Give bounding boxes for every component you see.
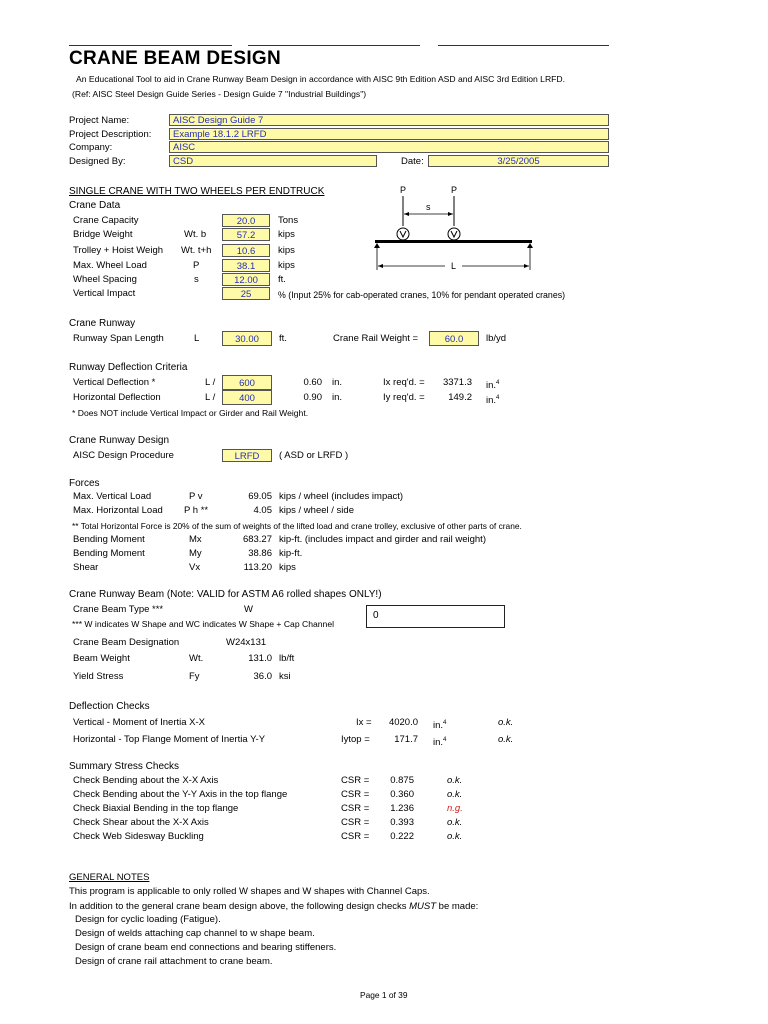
date-label: Date: xyxy=(401,156,424,167)
beam-designation-label: Crane Beam Designation xyxy=(73,637,180,648)
stress-check-value: 1.236 xyxy=(390,803,414,814)
bending-moment-x-label: Bending Moment xyxy=(73,534,145,545)
stress-check-label: Check Bending about the X-X Axis xyxy=(73,775,219,786)
vertical-deflection-input[interactable]: 600 xyxy=(222,375,272,390)
horizontal-deflection-value: 0.90 xyxy=(303,392,322,403)
crane-runway-design-title: Crane Runway Design xyxy=(69,435,170,446)
trolley-weight-symbol: Wt. t+h xyxy=(181,245,212,256)
vertical-inertia-unit: in.$^4$ xyxy=(433,720,447,732)
deflection-criteria-title: Runway Deflection Criteria xyxy=(69,362,188,373)
iy-required-label: Iy req'd. = xyxy=(383,392,425,403)
bending-moment-x-symbol: Mx xyxy=(189,534,202,545)
bending-moment-y-label: Bending Moment xyxy=(73,548,145,559)
stress-check-label: Check Bending about the Y-Y Axis in the top flange xyxy=(73,789,288,800)
forces-title: Forces xyxy=(69,478,100,489)
max-vertical-load-symbol: P v xyxy=(189,491,203,502)
stress-check-csr-label: CSR = xyxy=(341,789,370,800)
beam-type-footnote: *** W indicates W Shape and WC indicates W Shape + Cap Channel xyxy=(72,619,335,629)
stress-check-csr-label: CSR = xyxy=(341,831,370,842)
vertical-impact-label: Vertical Impact xyxy=(73,288,136,299)
runway-span-unit: ft. xyxy=(279,333,287,344)
bending-moment-y-unit: kip-ft. xyxy=(279,548,303,559)
horizontal-inertia-unit: in.$^4$ xyxy=(433,737,447,749)
beam-weight-symbol: Wt. xyxy=(189,653,204,664)
company-label: Company: xyxy=(69,142,113,153)
header-rule-3 xyxy=(438,45,609,46)
horizontal-deflection-unit: in. xyxy=(332,392,343,403)
bending-moment-x-unit: kip-ft. (includes impact and girder and rail weight) xyxy=(279,534,486,545)
project-name-label: Project Name: xyxy=(69,115,130,126)
iy-required-value: 149.2 xyxy=(448,392,472,403)
bending-moment-x-value: 683.27 xyxy=(242,534,272,545)
beam-weight-value: 131.0 xyxy=(248,653,272,664)
bridge-weight-symbol: Wt. b xyxy=(184,229,207,240)
deflection-footnote: * Does NOT include Vertical Impact or Girder and Rail Weight. xyxy=(72,408,309,418)
vertical-deflection-symbol: L / xyxy=(205,377,216,388)
stress-checks-title: Summary Stress Checks xyxy=(69,761,180,772)
ix-required-value: 3371.3 xyxy=(442,377,472,388)
max-horizontal-load-unit: kips / wheel / side xyxy=(279,505,354,516)
iy-required-unit: in.$^4$ xyxy=(486,395,500,407)
yield-stress-value: 36.0 xyxy=(253,671,272,682)
runway-span-input[interactable]: 30.00 xyxy=(222,331,272,346)
vertical-inertia-status: o.k. xyxy=(498,717,514,728)
date-field[interactable]: 3/25/2005 xyxy=(428,155,609,167)
horizontal-force-footnote: ** Total Horizontal Force is 20% of the sum of weights of the lifted load and crane trolley, exclusive of other parts of crane. xyxy=(72,521,522,531)
crane-data-title: Crane Data xyxy=(69,200,121,211)
trolley-weight-unit: kips xyxy=(278,245,295,256)
max-wheel-load-label: Max. Wheel Load xyxy=(73,260,147,271)
stress-check-label: Check Shear about the X-X Axis xyxy=(73,817,209,828)
runway-span-symbol: L xyxy=(194,333,200,344)
page-number: Page 1 of 39 xyxy=(360,990,408,1000)
bending-moment-y-value: 38.86 xyxy=(248,548,272,559)
stress-check-value: 0.360 xyxy=(390,789,414,800)
vertical-deflection-value: 0.60 xyxy=(303,377,322,388)
design-procedure-label: AISC Design Procedure xyxy=(73,450,174,461)
vertical-impact-unit: % (Input 25% for cab-operated cranes, 10% for pendant operated cranes) xyxy=(278,290,566,300)
general-notes-item: Design of crane rail attachment to crane beam. xyxy=(75,956,273,967)
page-title: CRANE BEAM DESIGN xyxy=(69,48,282,69)
company-field[interactable]: AISC xyxy=(169,141,609,153)
vertical-inertia-symbol: Ix = xyxy=(356,717,372,728)
shear-symbol: Vx xyxy=(189,562,201,573)
wheel-spacing-label: Wheel Spacing xyxy=(73,274,137,285)
stress-check-label: Check Biaxial Bending in the top flange xyxy=(73,803,239,814)
design-procedure-hint: ( ASD or LRFD ) xyxy=(279,450,349,461)
stress-check-value: 0.393 xyxy=(390,817,414,828)
project-description-label: Project Description: xyxy=(69,129,152,140)
wheel-1-icon xyxy=(397,228,409,240)
horizontal-inertia-label: Horizontal - Top Flange Moment of Inertia Y-Y xyxy=(73,734,266,745)
bridge-weight-label: Bridge Weight xyxy=(73,229,133,240)
trolley-weight-label: Trolley + Hoist Weigh xyxy=(73,245,164,256)
wheel-spacing-unit: ft. xyxy=(278,274,286,285)
design-procedure-input[interactable]: LRFD xyxy=(222,449,272,462)
beam-type-value: W xyxy=(244,604,253,615)
beam-weight-unit: lb/ft xyxy=(279,653,295,664)
crane-runway-beam-title: Crane Runway Beam (Note: VALID for ASTM A6 rolled shapes ONLY!) xyxy=(69,589,382,600)
rail-weight-unit: lb/yd xyxy=(486,333,507,344)
horizontal-inertia-status: o.k. xyxy=(498,734,514,745)
beam-type-result-box: 0 xyxy=(366,605,505,628)
yield-stress-label: Yield Stress xyxy=(73,671,124,682)
max-horizontal-load-label: Max. Horizontal Load xyxy=(73,505,163,516)
general-notes-item: Design for cyclic loading (Fatigue). xyxy=(75,914,221,925)
stress-check-label: Check Web Sidesway Buckling xyxy=(73,831,204,842)
shear-label: Shear xyxy=(73,562,99,573)
beam-designation-value: W24x131 xyxy=(226,637,267,648)
subtitle-line-1: An Educational Tool to aid in Crane Runway Beam Design in accordance with AISC 9th Edition ASD and AISC 3rd Edition LRFD. xyxy=(76,74,565,84)
vertical-impact-input[interactable]: 25 xyxy=(222,287,270,300)
deflection-checks-title: Deflection Checks xyxy=(69,701,150,712)
wheel-2-icon xyxy=(448,228,460,240)
designed-by-field[interactable]: CSD xyxy=(169,155,377,167)
general-notes-line-1: This program is applicable to only rolled W shapes and W shapes with Channel Caps. xyxy=(69,886,430,897)
horizontal-inertia-value: 171.7 xyxy=(394,734,418,745)
stress-check-status: o.k. xyxy=(447,831,463,842)
project-description-field[interactable]: Example 18.1.2 LRFD xyxy=(169,128,609,140)
max-wheel-load-symbol: P xyxy=(193,260,200,271)
yield-stress-symbol: Fy xyxy=(189,671,200,682)
bending-moment-y-symbol: My xyxy=(189,548,202,559)
max-horizontal-load-symbol: P h ** xyxy=(184,505,209,516)
stress-check-value: 0.875 xyxy=(390,775,414,786)
stress-check-status: o.k. xyxy=(447,789,463,800)
general-notes-item: Design of welds attaching cap channel to w shape beam. xyxy=(75,928,315,939)
horizontal-deflection-input[interactable]: 400 xyxy=(222,390,272,405)
max-wheel-load-unit: kips xyxy=(278,260,295,271)
wheel-spacing-input[interactable]: 12.00 xyxy=(222,273,270,286)
vertical-inertia-value: 4020.0 xyxy=(388,717,418,728)
trolley-weight-input[interactable]: 10.6 xyxy=(222,244,270,257)
designed-by-label: Designed By: xyxy=(69,156,126,167)
beam-weight-label: Beam Weight xyxy=(73,653,130,664)
general-notes-title: GENERAL NOTES xyxy=(69,872,150,883)
vertical-deflection-label: Vertical Deflection * xyxy=(73,377,156,388)
load-p1-label: P xyxy=(400,185,407,195)
horizontal-inertia-symbol: Iytop = xyxy=(341,734,370,745)
horizontal-deflection-label: Horizontal Deflection xyxy=(73,392,161,403)
stress-check-csr-label: CSR = xyxy=(341,803,370,814)
crane-section-title: SINGLE CRANE WITH TWO WHEELS PER ENDTRUCK xyxy=(69,186,325,197)
vertical-deflection-unit: in. xyxy=(332,377,343,388)
stress-check-status: o.k. xyxy=(447,775,463,786)
shear-value: 113.20 xyxy=(243,562,272,573)
header-rule-2 xyxy=(248,45,420,46)
beam-type-label: Crane Beam Type *** xyxy=(73,604,164,615)
load-p2-label: P xyxy=(451,185,458,195)
beam-line xyxy=(375,240,532,243)
max-wheel-load-input[interactable]: 38.1 xyxy=(222,259,270,272)
span-l-label: L xyxy=(451,261,457,271)
rail-weight-input[interactable]: 60.0 xyxy=(429,331,479,346)
runway-span-label: Runway Span Length xyxy=(73,333,164,344)
yield-stress-unit: ksi xyxy=(279,671,291,682)
stress-check-csr-label: CSR = xyxy=(341,817,370,828)
bridge-weight-unit: kips xyxy=(278,229,295,240)
stress-check-value: 0.222 xyxy=(390,831,414,842)
max-vertical-load-unit: kips / wheel (includes impact) xyxy=(279,491,404,502)
bridge-weight-input[interactable]: 57.2 xyxy=(222,228,270,241)
stress-check-status: o.k. xyxy=(447,817,463,828)
stress-check-status-fail: n.g. xyxy=(447,803,463,814)
spacing-s-label: s xyxy=(426,202,431,212)
header-rule-1 xyxy=(69,45,232,46)
crane-runway-title: Crane Runway xyxy=(69,318,136,329)
rail-weight-label: Crane Rail Weight = xyxy=(333,333,419,344)
project-name-field[interactable]: AISC Design Guide 7 xyxy=(169,114,609,126)
subtitle-line-2: (Ref: AISC Steel Design Guide Series - Design Guide 7 "Industrial Buildings") xyxy=(72,89,367,99)
general-notes-item: Design of crane beam end connections and bearing stiffeners. xyxy=(75,942,337,953)
max-horizontal-load-value: 4.05 xyxy=(253,505,272,516)
general-notes-line-2: In addition to the general crane beam design above, the following design checks MUST be made: xyxy=(69,901,479,912)
vertical-inertia-label: Vertical - Moment of Inertia X-X xyxy=(73,717,205,728)
ix-required-unit: in.$^4$ xyxy=(486,380,500,392)
horizontal-deflection-symbol: L / xyxy=(205,392,216,403)
max-vertical-load-label: Max. Vertical Load xyxy=(73,491,152,502)
crane-capacity-label: Crane Capacity xyxy=(73,215,139,226)
shear-unit: kips xyxy=(279,562,296,573)
crane-capacity-unit: Tons xyxy=(278,215,299,226)
wheel-spacing-symbol: s xyxy=(194,274,199,285)
ix-required-label: Ix req'd. = xyxy=(383,377,425,388)
crane-capacity-input[interactable]: 20.0 xyxy=(222,214,270,227)
max-vertical-load-value: 69.05 xyxy=(248,491,272,502)
stress-check-csr-label: CSR = xyxy=(341,775,370,786)
crane-wheel-diagram xyxy=(370,182,540,282)
